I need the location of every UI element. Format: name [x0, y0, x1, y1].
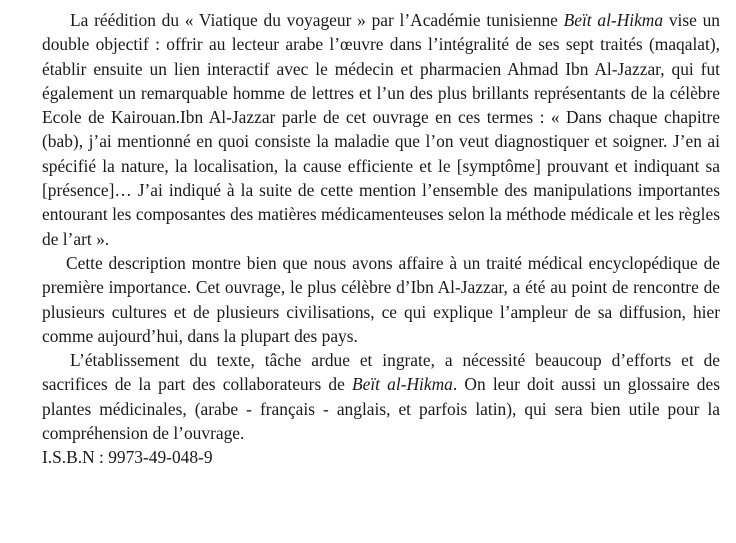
institution-name-2: Beït al-Hikma — [352, 374, 453, 395]
paragraph-description-text: Cette description montre bien que nous avons affaire à un traité médical encyclopédique de première importance. Cet ouvrage, le plus célèbre d’Ibn Al-Jazzar, a été au point de rencontre de plusieurs cultures et de plusieurs civilisations, ce qui explique l’ampleur de sa diffusion, hier comme aujourd’hui, dans la plupart des pays. — [42, 252, 720, 346]
paragraph-establishment — [42, 348, 720, 445]
institution-name: Beït al-Hikma — [563, 10, 664, 30]
paragraph-intro — [42, 8, 720, 251]
paragraph-intro-text-1: La réédition du « Viatique du voyageur » par l’Académie tunisienne — [70, 10, 564, 30]
isbn-line: I.S.B.N : 9973-49-048-9 — [42, 447, 213, 468]
paragraph-establishment-text-1: L’établissement du texte, tâche ardue et ingrate, a nécessité beaucoup d’efforts et de sacrifices de la part des collaborateurs de — [42, 350, 720, 395]
paragraph-description — [42, 251, 720, 348]
paragraph-intro-text-2: vise un double objectif : offrir au lecteur arabe l’œuvre dans l’intégralité de ses sept traités (maqalat), établir ensuite un lien interactif avec le médecin et pharmacien Ahmad Ibn Al-Jazzar, qui fut également un remarquable homme de lettres et l’un des plus brillants représentants de la célèbre Ecole de Kairouan.Ibn Al-Jazzar parle de cet ouvrage en ces termes : « Dans chaque chapitre (bab), j’ai mentionné en quoi consiste la maladie que l’on veut diagnostiquer et soigner. J’en ai spécifié la nature, la localisation, la cause efficiente et le [symptôme] prouvant et indiquant sa [présence]… J’ai indiqué à la suite de cette mention l’ensemble des manipulations importantes entourant les composantes des matières médicamenteuses selon la méthode médicale et les règles de l’art ». — [42, 10, 720, 249]
document-body — [42, 8, 720, 470]
paragraph-establishment-text-2: . On leur doit aussi un glossaire des plantes médicinales, (arabe - français - anglais, et parfois latin), qui sera bien utile pour la compréhension de l’ouvrage. — [42, 374, 720, 444]
